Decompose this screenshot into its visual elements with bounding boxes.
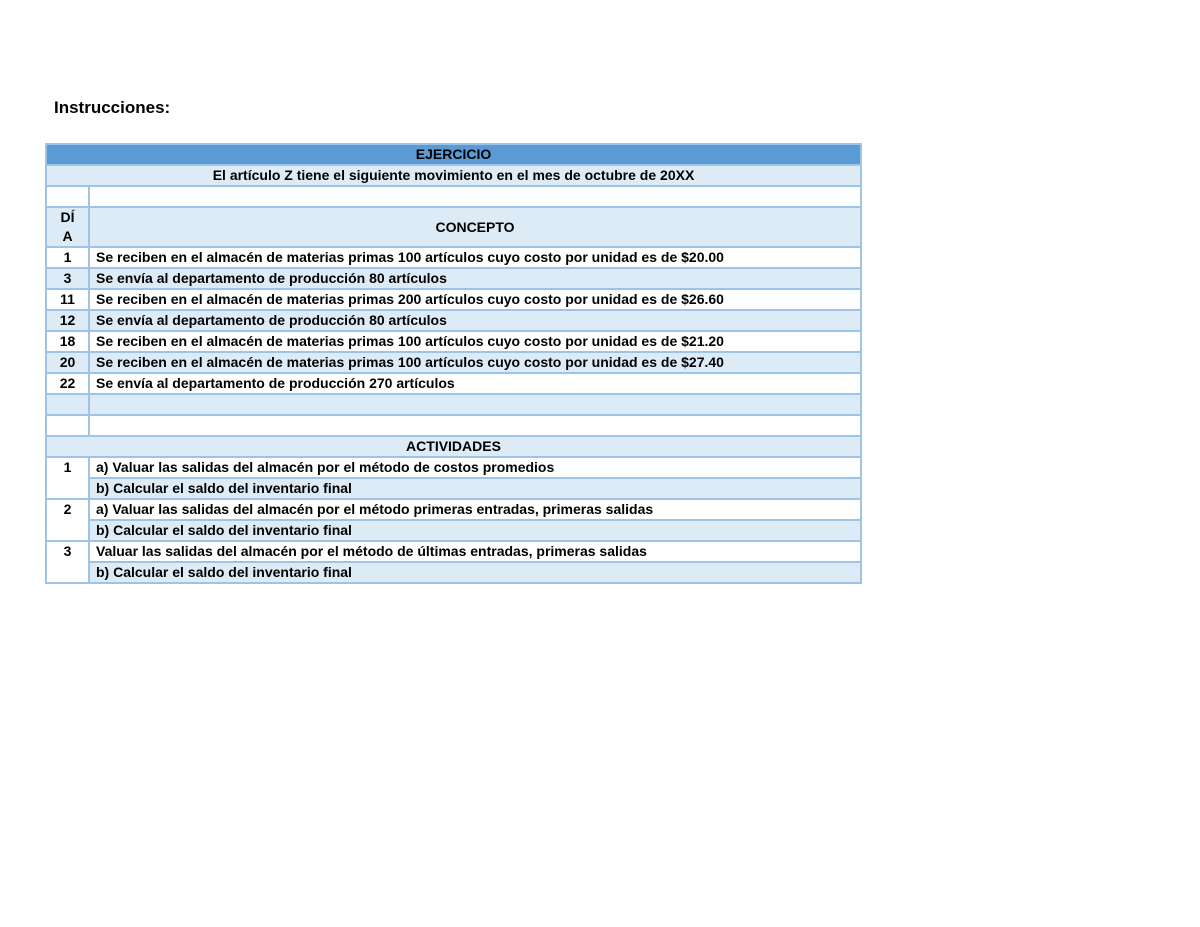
activity-row [46, 457, 861, 478]
banner-row [46, 144, 861, 165]
concepto-cell: Se reciben en el almacén de materias primas 100 artículos cuyo costo por unidad es de $21.20 [89, 331, 861, 352]
dia-header-line1: DÍ [60, 209, 75, 225]
dia-cell: 12 [46, 310, 89, 331]
exercise-banner: EJERCICIO [46, 144, 861, 165]
activity-item: b) Calcular el saldo del inventario final [89, 478, 861, 499]
activity-item: Valuar las salidas del almacén por el método de últimas entradas, primeras salidas [89, 541, 861, 562]
dia-cell: 22 [46, 373, 89, 394]
dia-cell: 20 [46, 352, 89, 373]
empty-cell [89, 415, 861, 436]
column-header-row [46, 207, 861, 247]
empty-row [46, 394, 861, 415]
concepto-cell: Se reciben en el almacén de materias primas 100 artículos cuyo costo por unidad es de $20.00 [89, 247, 861, 268]
instructions-heading: Instrucciones: [54, 98, 171, 117]
column-header-concepto: CONCEPTO [89, 207, 861, 247]
table-row [46, 310, 861, 331]
activity-item: a) Valuar las salidas del almacén por el método de costos promedios [89, 457, 861, 478]
activity-row [46, 541, 861, 562]
actividades-header: ACTIVIDADES [46, 436, 861, 457]
dia-cell: 3 [46, 268, 89, 289]
empty-cell [89, 394, 861, 415]
dia-cell: 11 [46, 289, 89, 310]
empty-cell [89, 186, 861, 207]
concepto-cell: Se envía al departamento de producción 80 artículos [89, 268, 861, 289]
dia-header-line2: A [62, 228, 73, 244]
empty-cell [46, 415, 89, 436]
actividades-header-row [46, 436, 861, 457]
empty-row [46, 415, 861, 436]
empty-cell [46, 186, 89, 207]
table-row [46, 247, 861, 268]
activity-row [46, 499, 861, 520]
empty-row [46, 186, 861, 207]
concepto-cell: Se envía al departamento de producción 80 artículos [89, 310, 861, 331]
subtitle-row [46, 165, 861, 186]
activity-number: 2 [46, 499, 89, 541]
table-row [46, 268, 861, 289]
dia-cell: 18 [46, 331, 89, 352]
activity-row [46, 478, 861, 499]
table-row [46, 352, 861, 373]
concepto-cell: Se envía al departamento de producción 270 artículos [89, 373, 861, 394]
activity-item: b) Calcular el saldo del inventario final [89, 562, 861, 583]
empty-cell [46, 394, 89, 415]
activity-row [46, 562, 861, 583]
activity-number: 3 [46, 541, 89, 583]
exercise-subtitle: El artículo Z tiene el siguiente movimiento en el mes de octubre de 20XX [46, 165, 861, 186]
concepto-cell: Se reciben en el almacén de materias primas 100 artículos cuyo costo por unidad es de $27.40 [89, 352, 861, 373]
table-row [46, 289, 861, 310]
activity-row [46, 520, 861, 541]
column-header-dia [46, 207, 89, 247]
dia-cell: 1 [46, 247, 89, 268]
activity-item: a) Valuar las salidas del almacén por el método primeras entradas, primeras salidas [89, 499, 861, 520]
activity-number: 1 [46, 457, 89, 499]
exercise-table [45, 143, 862, 584]
concepto-cell: Se reciben en el almacén de materias primas 200 artículos cuyo costo por unidad es de $26.60 [89, 289, 861, 310]
table-row [46, 373, 861, 394]
activity-item: b) Calcular el saldo del inventario final [89, 520, 861, 541]
table-row [46, 331, 861, 352]
